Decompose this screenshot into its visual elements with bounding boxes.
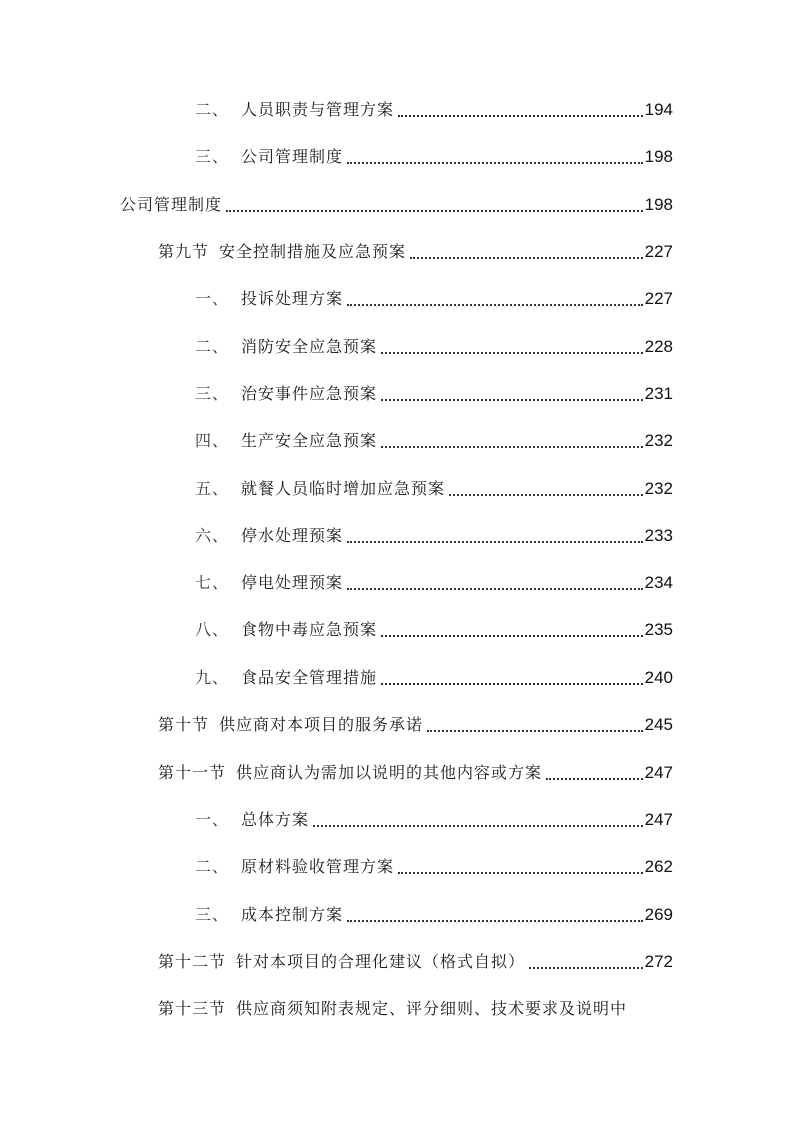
dot-leader [546, 760, 643, 786]
dot-leader [529, 949, 643, 975]
toc-entry-number: 二、 [195, 100, 230, 119]
toc-entry-title: 就餐人员临时增加应急预案 [241, 479, 446, 498]
dot-leader [410, 239, 643, 265]
toc-section-label: 第九节 [158, 242, 210, 261]
dot-leader [381, 617, 643, 643]
toc-entry-page: 234 [644, 573, 673, 592]
toc-entry-page: 247 [644, 810, 673, 829]
toc-entry-title: 治安事件应急预案 [241, 384, 378, 403]
toc-entry[interactable] [120, 192, 673, 218]
dot-leader [381, 665, 643, 691]
toc-entry-page: 247 [644, 763, 673, 782]
toc-entry[interactable] [195, 428, 673, 454]
toc-entry-title: 公司管理制度 [241, 147, 344, 166]
toc-entry[interactable] [195, 476, 673, 502]
toc-entry-page: 272 [644, 952, 673, 971]
toc-entry-page: 227 [644, 289, 673, 308]
toc-entry-title: 成本控制方案 [241, 905, 344, 924]
toc-entry-title: 原材料验收管理方案 [241, 857, 395, 876]
dot-leader [347, 286, 643, 312]
toc-entry[interactable] [195, 144, 673, 170]
dot-leader [347, 902, 643, 928]
toc-entry-number: 九、 [195, 668, 230, 687]
toc-entry-number: 一、 [195, 289, 230, 308]
toc-entry-page: 198 [644, 147, 673, 166]
dot-leader [381, 381, 643, 407]
dot-leader [381, 428, 643, 454]
toc-entry-number: 二、 [195, 337, 230, 356]
toc-entry-number: 二、 [195, 857, 230, 876]
toc-entry-number: 五、 [195, 479, 230, 498]
toc-entry[interactable] [195, 807, 673, 833]
toc-entry-number: 三、 [195, 384, 230, 403]
toc-entry-number: 六、 [195, 526, 230, 545]
toc-entry[interactable] [195, 902, 673, 928]
toc-entry-page: 233 [644, 526, 673, 545]
dot-leader [398, 97, 643, 123]
dot-leader [226, 192, 643, 218]
toc-entry-page: 198 [644, 195, 673, 214]
toc-entry[interactable] [195, 97, 673, 123]
toc-entry[interactable] [158, 239, 673, 265]
toc-entry-title: 投诉处理方案 [241, 289, 344, 308]
toc-entry-title: 停电处理预案 [241, 573, 344, 592]
toc-entry-title: 消防安全应急预案 [241, 337, 378, 356]
toc-entry-number: 八、 [195, 620, 230, 639]
toc-entry-page: 232 [644, 431, 673, 450]
toc-entry-number: 三、 [195, 905, 230, 924]
toc-entry[interactable] [158, 996, 673, 1022]
toc-entry[interactable] [195, 570, 673, 596]
toc-entry-page: 262 [644, 857, 673, 876]
toc-entry-page: 227 [644, 242, 673, 261]
toc-entry-title: 人员职责与管理方案 [241, 100, 395, 119]
toc-entry-title: 供应商认为需加以说明的其他内容或方案 [236, 763, 543, 782]
toc-entry[interactable] [158, 712, 673, 738]
toc-entry-number: 一、 [195, 810, 230, 829]
toc-entry-page: 194 [644, 100, 673, 119]
toc-entry[interactable] [195, 334, 673, 360]
dot-leader [427, 712, 643, 738]
toc-entry-title: 针对本项目的合理化建议（格式自拟） [236, 952, 526, 971]
dot-leader [313, 807, 643, 833]
toc-entry-number: 四、 [195, 431, 230, 450]
toc-entry-page: 231 [644, 384, 673, 403]
toc-section-label: 第十三节 [158, 999, 227, 1018]
toc-entry-title: 食物中毒应急预案 [241, 620, 378, 639]
toc-entry-title: 总体方案 [241, 810, 310, 829]
toc-entry-title: 安全控制措施及应急预案 [219, 242, 407, 261]
toc-entry[interactable] [195, 617, 673, 643]
toc-entry-page: 245 [644, 715, 673, 734]
toc-entry-page: 240 [644, 668, 673, 687]
dot-leader [381, 334, 643, 360]
dot-leader [347, 144, 643, 170]
toc-entry[interactable] [158, 949, 673, 975]
toc-entry-title: 食品安全管理措施 [241, 668, 378, 687]
toc-entry-title: 供应商须知附表规定、评分细则、技术要求及说明中 [236, 999, 628, 1018]
toc-entry-page: 235 [644, 620, 673, 639]
toc-section-label: 第十二节 [158, 952, 227, 971]
dot-leader [347, 523, 643, 549]
toc-entry-page: 269 [644, 905, 673, 924]
toc-entry-number: 三、 [195, 147, 230, 166]
dot-leader [398, 854, 643, 880]
toc-entry[interactable] [195, 854, 673, 880]
toc-entry-title: 生产安全应急预案 [241, 431, 378, 450]
toc-entry-page: 228 [644, 337, 673, 356]
toc-entry-title: 停水处理预案 [241, 526, 344, 545]
toc-entry[interactable] [195, 665, 673, 691]
toc-entry-number: 七、 [195, 573, 230, 592]
toc-entry[interactable] [195, 381, 673, 407]
toc-entry[interactable] [158, 760, 673, 786]
toc-entry-title: 供应商对本项目的服务承诺 [219, 715, 424, 734]
dot-leader [347, 570, 643, 596]
toc-entry-page: 232 [644, 479, 673, 498]
toc-entry[interactable] [195, 523, 673, 549]
toc-section-label: 第十节 [158, 715, 210, 734]
toc-entry-title: 公司管理制度 [120, 195, 223, 214]
toc-section-label: 第十一节 [158, 763, 227, 782]
toc-entry[interactable] [195, 286, 673, 312]
dot-leader [449, 476, 643, 502]
